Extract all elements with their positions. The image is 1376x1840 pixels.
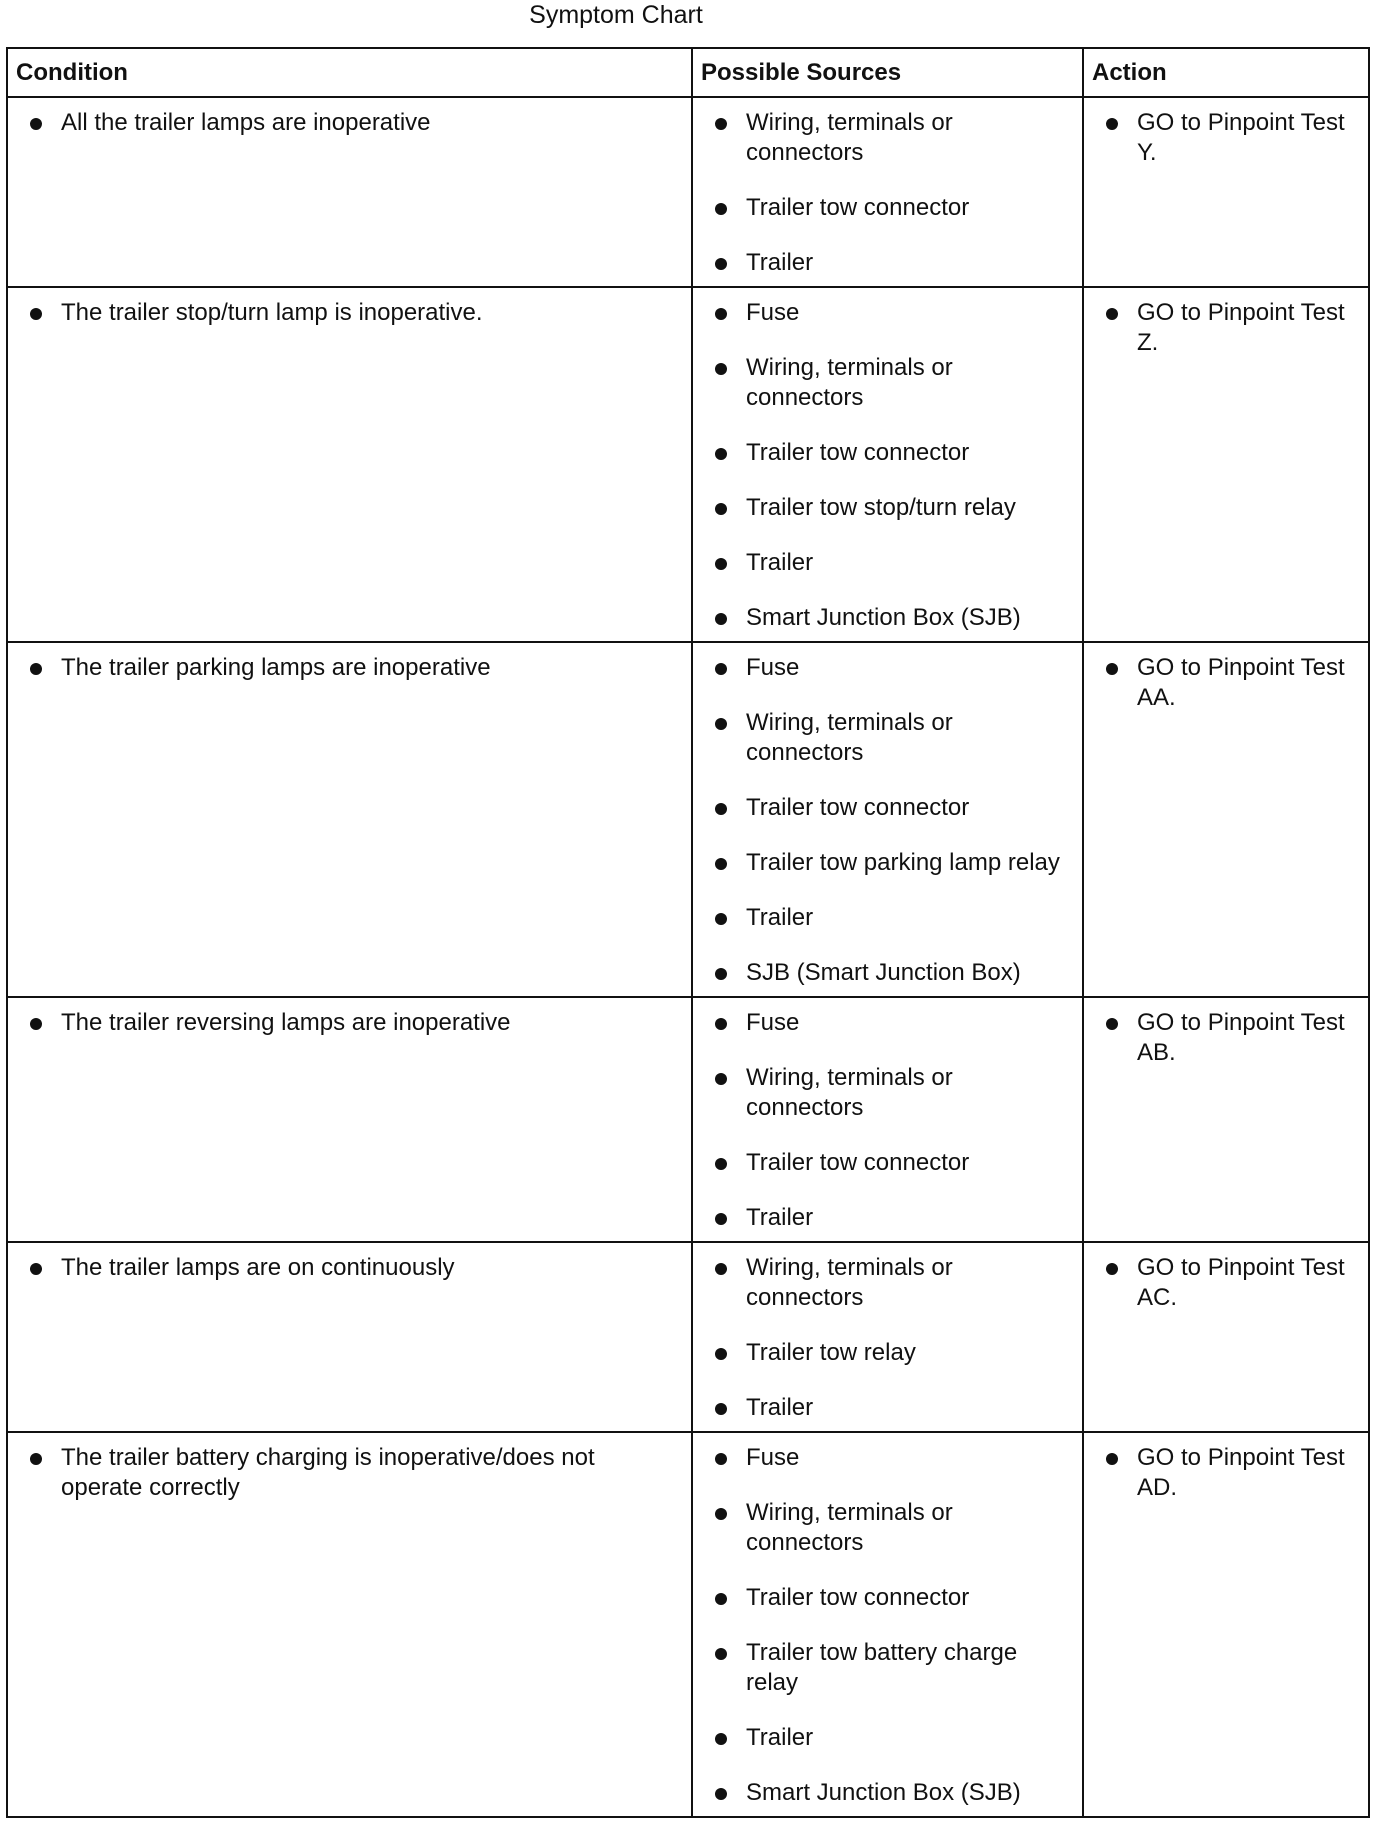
source-item: Trailer <box>711 548 1062 578</box>
action-cell <box>1083 287 1369 642</box>
possible-sources-cell <box>692 997 1083 1242</box>
source-item: Trailer tow stop/turn relay <box>711 493 1062 523</box>
possible-sources-cell <box>692 1432 1083 1817</box>
condition-cell <box>7 1432 692 1817</box>
action-text: GO to Pinpoint Test AB. <box>1102 1008 1348 1068</box>
source-item: Smart Junction Box (SJB) <box>711 1778 1062 1808</box>
page-title: Symptom Chart <box>529 1 703 29</box>
condition-cell <box>7 642 692 997</box>
action-text: GO to Pinpoint Test AA. <box>1102 653 1348 713</box>
condition-text: The trailer stop/turn lamp is inoperative. <box>26 298 671 328</box>
condition-text: The trailer battery charging is inoperative/does not operate correctly <box>26 1443 671 1503</box>
table-row <box>7 1432 1369 1817</box>
source-item: Trailer tow parking lamp relay <box>711 848 1062 878</box>
condition-cell <box>7 997 692 1242</box>
source-item: Wiring, terminals or connectors <box>711 708 1062 768</box>
source-item: Trailer tow battery charge relay <box>711 1638 1062 1698</box>
action-cell <box>1083 1432 1369 1817</box>
table-row <box>7 97 1369 287</box>
condition-text: The trailer lamps are on continuously <box>26 1253 671 1283</box>
source-item: Wiring, terminals or connectors <box>711 108 1062 168</box>
source-item: Trailer tow connector <box>711 193 1062 223</box>
action-text: GO to Pinpoint Test AD. <box>1102 1443 1348 1503</box>
possible-sources-cell <box>692 97 1083 287</box>
source-item: Trailer <box>711 1393 1062 1423</box>
header-possible-sources: Possible Sources <box>692 48 1083 97</box>
table-row <box>7 287 1369 642</box>
possible-sources-cell <box>692 1242 1083 1432</box>
source-item: Fuse <box>711 653 1062 683</box>
condition-text: The trailer parking lamps are inoperative <box>26 653 671 683</box>
action-cell <box>1083 1242 1369 1432</box>
source-item: Trailer tow relay <box>711 1338 1062 1368</box>
table-header-row <box>7 48 1369 97</box>
action-cell <box>1083 642 1369 997</box>
table-row <box>7 997 1369 1242</box>
source-item: Trailer <box>711 903 1062 933</box>
possible-sources-cell <box>692 287 1083 642</box>
source-item: Trailer <box>711 1723 1062 1753</box>
table-row <box>7 642 1369 997</box>
source-item: Wiring, terminals or connectors <box>711 1253 1062 1313</box>
source-item: Trailer tow connector <box>711 793 1062 823</box>
source-item: Fuse <box>711 1443 1062 1473</box>
action-text: GO to Pinpoint Test Z. <box>1102 298 1348 358</box>
table-body <box>7 97 1369 1817</box>
source-item: Fuse <box>711 298 1062 328</box>
table-row <box>7 1242 1369 1432</box>
source-item: SJB (Smart Junction Box) <box>711 958 1062 988</box>
action-cell <box>1083 97 1369 287</box>
source-item: Fuse <box>711 1008 1062 1038</box>
header-condition: Condition <box>7 48 692 97</box>
source-item: Trailer tow connector <box>711 1583 1062 1613</box>
condition-cell <box>7 287 692 642</box>
action-text: GO to Pinpoint Test AC. <box>1102 1253 1348 1313</box>
header-action: Action <box>1083 48 1369 97</box>
possible-sources-cell <box>692 642 1083 997</box>
source-item: Wiring, terminals or connectors <box>711 1063 1062 1123</box>
source-item: Wiring, terminals or connectors <box>711 1498 1062 1558</box>
condition-text: The trailer reversing lamps are inoperative <box>26 1008 671 1038</box>
source-item: Trailer tow connector <box>711 1148 1062 1178</box>
source-item: Trailer tow connector <box>711 438 1062 468</box>
condition-cell <box>7 97 692 287</box>
source-item: Trailer <box>711 248 1062 278</box>
source-item: Trailer <box>711 1203 1062 1233</box>
action-text: GO to Pinpoint Test Y. <box>1102 108 1348 168</box>
symptom-table <box>6 47 1370 1818</box>
source-item: Smart Junction Box (SJB) <box>711 603 1062 633</box>
condition-text: All the trailer lamps are inoperative <box>26 108 671 138</box>
condition-cell <box>7 1242 692 1432</box>
action-cell <box>1083 997 1369 1242</box>
source-item: Wiring, terminals or connectors <box>711 353 1062 413</box>
